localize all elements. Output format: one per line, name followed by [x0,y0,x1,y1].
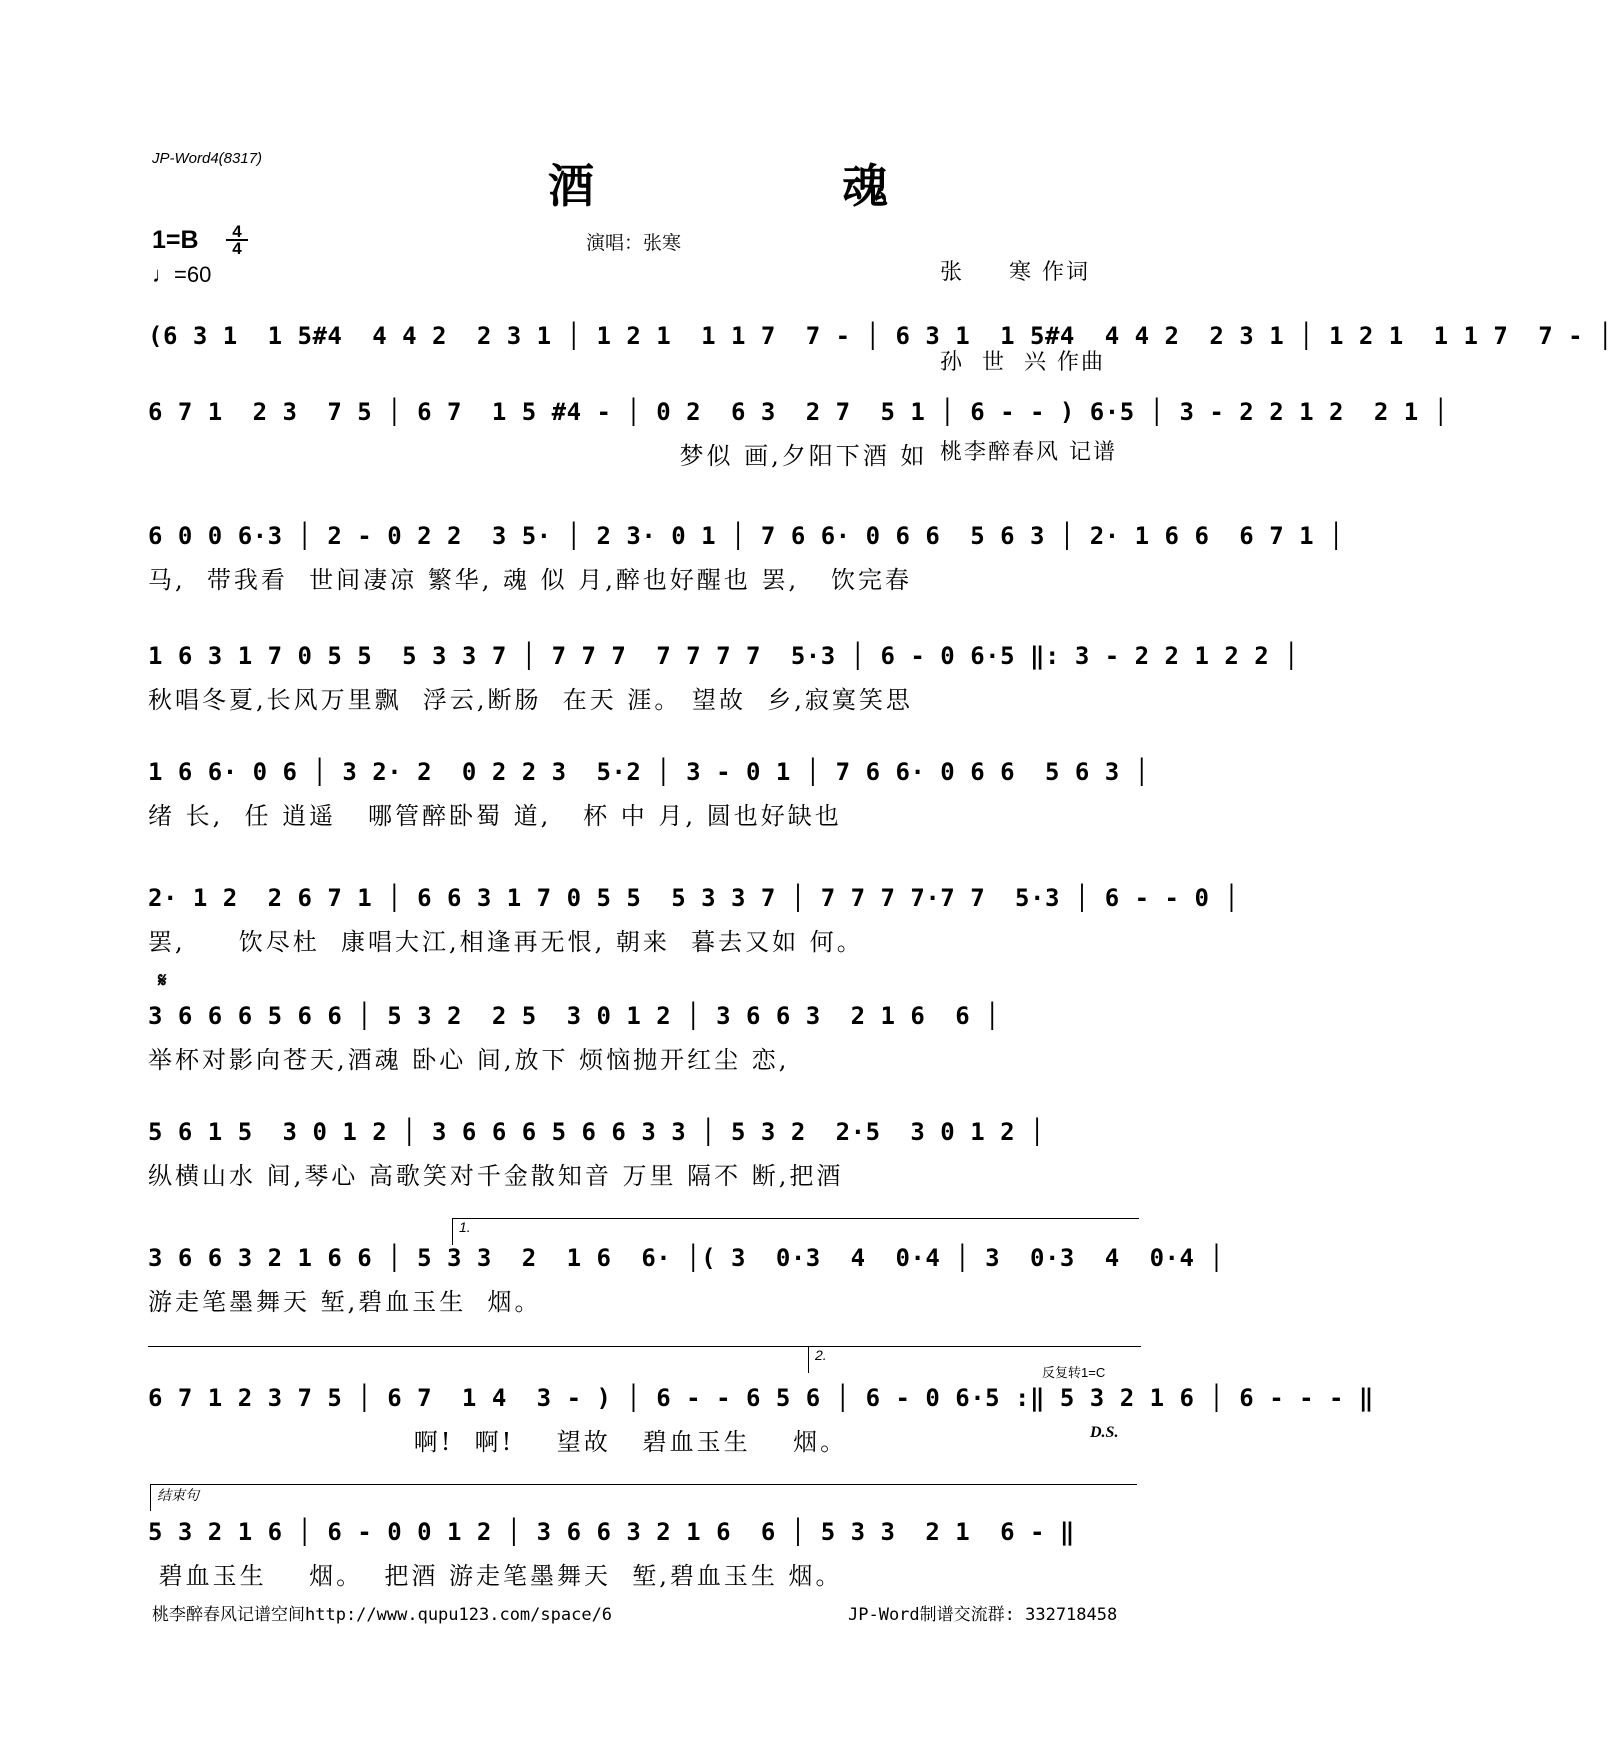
staff-line-7 [148,1002,1138,1075]
lyric-line: 秋唱冬夏,长风万里飘 浮云,断肠 在天 涯。 望故 乡,寂寞笑思 [148,686,913,714]
time-signature [226,224,248,256]
lyric-line: 举杯对影向苍天,酒魂 卧心 间,放下 烦恼抛开红尘 恋, [148,1046,790,1074]
ds-note: 反复转1=C [1042,1365,1106,1380]
notation-line: 1 6 3 1 7 0 5 5 5 3 3 7 │ 7 7 7 7 7 7 7 5·3 │ 6 - 0 6·5 ‖: 3 - 2 2 1 2 2 │ [148,642,1300,670]
notation-line: 3 6 6 3 2 1 6 6 │ 5 3 3 2 1 6 6· │( 3 0·3 4 0·4 │ 3 0·3 4 0·4 │ [148,1244,1225,1272]
staff-line-11 [148,1518,1138,1591]
volta-1-label: 1. [459,1219,471,1235]
lyric-line: 纵横山水 间,琴心 高歌笑对千金散知音 万里 隔不 断,把酒 [148,1162,844,1190]
lyricist-credit: 张 寒 作词 [940,260,1090,285]
staff-line-5 [148,758,1150,831]
notation-line: 1 6 6· 0 6 │ 3 2· 2 0 2 2 3 5·2 │ 3 - 0 1 │ 7 6 6· 0 6 6 5 6 3 │ [148,758,1150,786]
notation-line: 3 6 6 6 5 6 6 │ 5 3 2 2 5 3 0 1 2 │ 3 6 6 3 2 1 6 6 │ [148,1002,1001,1030]
staff-line-9 [148,1244,1225,1317]
notation-line: 5 6 1 5 3 0 1 2 │ 3 6 6 6 5 6 6 3 3 │ 5 3 2 2·5 3 0 1 2 │ [148,1118,1045,1146]
singer-label: 演唱：张寒 [586,232,682,254]
notation-line: 6 7 1 2 3 7 5 │ 6 7 1 5 #4 - │ 0 2 6 3 2 7 5 1 │ 6 - - ) 6·5 │ 3 - 2 2 1 2 2 1 │ [148,398,1449,426]
ds-marking: D.S. [1090,1424,1119,1441]
lyric-line: 梦似 画,夕阳下酒 如 [148,442,928,470]
time-signature-bottom: 4 [232,239,242,258]
ending-label: 结束句 [157,1487,199,1503]
segno-sign: 𝄋 [158,968,167,992]
song-title: 酒 魂 [548,159,961,213]
software-label: JP-Word4(8317) [152,150,263,167]
lyric-line: 游走笔墨舞天 堑,碧血玉生 烟。 [148,1288,542,1316]
footer-source: 桃李醉春风记谱空间http://www.qupu123.com/space/6 [152,1605,613,1625]
notation-line: 6 7 1 2 3 7 5 │ 6 7 1 4 3 - ) │ 6 - - 6 5 6 │ 6 - 0 6·5 :‖ 5 3 2 1 6 │ 6 - - - ‖ [148,1384,1374,1412]
staff-line-3 [148,522,1344,595]
lyric-line: 啊! 啊! 望故 碧血玉生 烟。 [148,1428,848,1456]
staff-line-2 [148,398,1449,471]
notation-line: (6 3 1 1 5#4 4 4 2 2 3 1 │ 1 2 1 1 1 7 7 - │ 6 3 1 1 5#4 4 4 2 2 3 1 │ 1 2 1 1 1 7 7 - │ [148,322,1613,350]
lyric-line: 碧血玉生 烟。 把酒 游走笔墨舞天 堑,碧血玉生 烟。 [148,1562,843,1590]
notation-line: 5 3 2 1 6 │ 6 - 0 0 1 2 │ 3 6 6 3 2 1 6 6 │ 5 3 3 2 1 6 - ‖ [148,1518,1075,1546]
key-signature: 1=B [152,226,199,254]
volta-2-label: 2. [815,1347,827,1363]
ending-bracket [150,1484,1137,1511]
footer-group: JP-Word制谱交流群: 332718458 [848,1605,1118,1625]
lyric-line: 罢, 饮尽杜 康唱大江,相逢再无恨, 朝来 暮去又如 何。 [148,928,864,956]
lyric-line: 马, 带我看 世间凄凉 繁华, 魂 似 月,醉也好醒也 罢, 饮完春 [148,566,913,594]
notation-line: 2· 1 2 2 6 7 1 │ 6 6 3 1 7 0 5 5 5 3 3 7 │ 7 7 7 7·7 7 5·3 │ 6 - - 0 │ [148,884,1240,912]
staff-line-10 [148,1384,1374,1457]
staff-line-4 [148,642,1300,715]
time-signature-top: 4 [226,224,248,241]
composer-credit: 孙 世 兴 作曲 [940,350,1105,375]
tempo-marking: ♩=60 [152,262,212,287]
staff-line-1 [148,322,1613,360]
staff-line-8 [148,1118,1138,1191]
lyric-line: 绪 长, 任 逍遥 哪管醉卧蜀 道, 杯 中 月, 圆也好缺也 [148,802,842,830]
transcriber-credit: 桃李醉春风 记谱 [940,440,1117,465]
notation-line: 6 0 0 6·3 │ 2 - 0 2 2 3 5· │ 2 3· 0 1 │ 7 6 6· 0 6 6 5 6 3 │ 2· 1 6 6 6 7 1 │ [148,522,1344,550]
staff-line-6 [148,884,1240,957]
volta-first-ending [452,1218,1139,1245]
